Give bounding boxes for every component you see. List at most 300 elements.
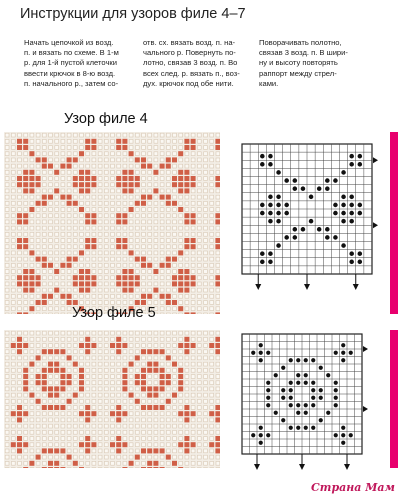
filled-block — [129, 250, 134, 255]
mesh-hole — [55, 214, 59, 218]
filled-block — [215, 244, 220, 249]
mesh-hole — [111, 437, 115, 441]
mesh-hole — [5, 393, 9, 397]
mesh-hole — [154, 251, 158, 255]
mesh-hole — [154, 301, 158, 305]
filled-block — [11, 442, 16, 447]
filled-block — [85, 349, 90, 354]
mesh-hole — [123, 257, 127, 261]
mesh-hole — [5, 412, 9, 416]
crochet-photo-image — [4, 330, 220, 468]
mesh-hole — [92, 437, 96, 441]
mesh-hole — [18, 430, 22, 434]
mesh-hole — [98, 331, 102, 335]
mesh-hole — [148, 282, 152, 286]
mesh-hole — [67, 430, 71, 434]
mesh-hole — [197, 387, 201, 391]
mesh-hole — [142, 437, 146, 441]
mesh-hole — [30, 337, 34, 341]
mesh-hole — [197, 276, 201, 280]
mesh-hole — [111, 461, 115, 465]
mesh-hole — [18, 208, 22, 212]
mesh-hole — [5, 406, 9, 410]
mesh-hole — [179, 362, 183, 366]
filled-block — [172, 176, 177, 181]
mesh-hole — [111, 368, 115, 372]
mesh-hole — [11, 232, 15, 236]
mesh-hole — [104, 220, 108, 224]
mesh-hole — [98, 139, 102, 143]
mesh-hole — [11, 294, 15, 298]
filled-block — [48, 448, 53, 453]
mesh-hole — [24, 201, 28, 205]
mesh-hole — [5, 424, 9, 428]
mesh-hole — [73, 220, 77, 224]
filled-block — [122, 244, 127, 249]
mesh-hole — [42, 146, 46, 150]
mesh-hole — [142, 226, 146, 230]
mesh-hole — [30, 214, 34, 218]
filled-cell-dot — [325, 235, 330, 240]
filled-block — [48, 164, 53, 169]
filled-block — [54, 405, 59, 410]
mesh-hole — [160, 189, 164, 193]
mesh-hole — [216, 368, 220, 372]
mesh-hole — [160, 232, 164, 236]
mesh-hole — [197, 331, 201, 335]
mesh-hole — [142, 337, 146, 341]
filled-block — [166, 294, 171, 299]
filled-block — [178, 411, 183, 416]
mesh-hole — [98, 226, 102, 230]
mesh-hole — [129, 220, 133, 224]
filled-cell-dot — [268, 219, 273, 224]
mesh-hole — [135, 393, 139, 397]
mesh-hole — [173, 356, 177, 360]
filled-cell-dot — [281, 418, 285, 422]
mesh-hole — [179, 201, 183, 205]
mesh-hole — [117, 270, 121, 274]
mesh-hole — [148, 226, 152, 230]
mesh-hole — [204, 183, 208, 187]
mesh-hole — [111, 356, 115, 360]
mesh-hole — [129, 232, 133, 236]
filled-block — [91, 244, 96, 249]
filled-block — [17, 448, 22, 453]
filled-block — [79, 442, 84, 447]
mesh-hole — [42, 356, 46, 360]
mesh-hole — [191, 307, 195, 311]
mesh-hole — [160, 393, 164, 397]
mesh-hole — [160, 239, 164, 243]
mesh-hole — [148, 201, 152, 205]
mesh-hole — [18, 164, 22, 168]
mesh-hole — [42, 331, 46, 335]
mesh-hole — [5, 331, 9, 335]
mesh-hole — [55, 437, 59, 441]
mesh-hole — [30, 158, 34, 162]
mesh-hole — [179, 226, 183, 230]
mesh-hole — [154, 412, 158, 416]
filled-block — [129, 188, 134, 193]
filled-block — [73, 461, 78, 466]
mesh-hole — [42, 177, 46, 181]
filled-block — [191, 219, 196, 224]
mesh-hole — [117, 208, 121, 212]
mesh-hole — [197, 393, 201, 397]
mesh-hole — [123, 406, 127, 410]
mesh-hole — [135, 164, 139, 168]
mesh-hole — [55, 220, 59, 224]
filled-cell-dot — [259, 343, 263, 347]
filled-block — [172, 201, 177, 206]
mesh-hole — [11, 337, 15, 341]
mesh-hole — [216, 195, 220, 199]
mesh-hole — [61, 177, 65, 181]
mesh-hole — [80, 146, 84, 150]
filled-block — [122, 170, 127, 175]
mesh-hole — [24, 393, 28, 397]
filled-block — [184, 275, 189, 280]
filled-block — [147, 461, 152, 466]
filled-block — [79, 151, 84, 156]
mesh-hole — [204, 387, 208, 391]
filled-block — [215, 145, 220, 150]
mesh-hole — [216, 356, 220, 360]
page-title: Инструкции для узоров филе 4–7 — [20, 6, 246, 22]
mesh-hole — [117, 288, 121, 292]
filled-block — [141, 157, 146, 162]
filled-block — [166, 455, 171, 460]
mesh-hole — [111, 183, 115, 187]
mesh-hole — [142, 362, 146, 366]
filled-block — [122, 411, 127, 416]
filled-block — [60, 380, 65, 385]
mesh-hole — [98, 449, 102, 453]
mesh-hole — [42, 232, 46, 236]
filled-block — [29, 281, 34, 286]
filled-block — [141, 448, 146, 453]
mesh-hole — [86, 294, 90, 298]
filled-cell-dot — [334, 351, 338, 355]
mesh-hole — [129, 350, 133, 354]
mesh-hole — [61, 170, 65, 174]
mesh-hole — [204, 412, 208, 416]
mesh-hole — [123, 455, 127, 459]
mesh-hole — [11, 455, 15, 459]
filled-block — [67, 399, 72, 404]
arrow-right-icon — [373, 222, 378, 228]
filled-block — [191, 442, 196, 447]
mesh-hole — [36, 195, 40, 199]
filled-cell-dot — [268, 162, 273, 167]
mesh-hole — [67, 368, 71, 372]
mesh-hole — [154, 337, 158, 341]
filled-cell-dot — [289, 403, 293, 407]
mesh-hole — [67, 214, 71, 218]
mesh-hole — [142, 356, 146, 360]
mesh-hole — [98, 418, 102, 422]
mesh-hole — [61, 301, 65, 305]
mesh-hole — [73, 331, 77, 335]
mesh-hole — [36, 368, 40, 372]
mesh-hole — [204, 220, 208, 224]
mesh-hole — [49, 331, 53, 335]
filled-cell-dot — [296, 411, 300, 415]
filled-cell-dot — [293, 186, 298, 191]
mesh-hole — [191, 170, 195, 174]
mesh-hole — [204, 399, 208, 403]
mesh-hole — [191, 362, 195, 366]
mesh-hole — [92, 251, 96, 255]
mesh-hole — [49, 337, 53, 341]
mesh-hole — [92, 331, 96, 335]
filled-cell-dot — [341, 219, 346, 224]
mesh-hole — [135, 152, 139, 156]
filled-cell-dot — [317, 227, 322, 232]
mesh-hole — [18, 294, 22, 298]
mesh-hole — [104, 362, 108, 366]
mesh-hole — [104, 214, 108, 218]
mesh-hole — [191, 164, 195, 168]
filled-cell-dot — [358, 154, 363, 159]
filled-block — [172, 257, 177, 262]
mesh-hole — [18, 270, 22, 274]
mesh-hole — [197, 443, 201, 447]
mesh-hole — [73, 350, 77, 354]
mesh-hole — [117, 461, 121, 465]
mesh-hole — [61, 257, 65, 261]
mesh-hole — [123, 331, 127, 335]
mesh-hole — [179, 455, 183, 459]
mesh-hole — [204, 146, 208, 150]
filled-block — [17, 219, 22, 224]
mesh-hole — [104, 424, 108, 428]
mesh-hole — [142, 152, 146, 156]
mesh-hole — [117, 301, 121, 305]
filled-block — [60, 349, 65, 354]
mesh-hole — [204, 424, 208, 428]
mesh-hole — [216, 158, 220, 162]
mesh-hole — [5, 133, 9, 137]
mesh-hole — [142, 430, 146, 434]
mesh-hole — [191, 133, 195, 137]
mesh-hole — [185, 232, 189, 236]
mesh-hole — [30, 239, 34, 243]
filled-block — [85, 281, 90, 286]
filled-block — [147, 362, 152, 367]
mesh-hole — [173, 152, 177, 156]
mesh-hole — [129, 455, 133, 459]
mesh-hole — [117, 201, 121, 205]
mesh-hole — [166, 170, 170, 174]
mesh-hole — [49, 455, 53, 459]
mesh-hole — [55, 158, 59, 162]
mesh-hole — [210, 183, 214, 187]
filled-cell-dot — [259, 441, 263, 445]
mesh-hole — [98, 282, 102, 286]
mesh-hole — [135, 251, 139, 255]
mesh-hole — [191, 387, 195, 391]
mesh-hole — [24, 226, 28, 230]
mesh-hole — [42, 214, 46, 218]
mesh-hole — [67, 146, 71, 150]
mesh-hole — [111, 424, 115, 428]
filled-block — [141, 195, 146, 200]
mesh-hole — [191, 331, 195, 335]
filled-block — [85, 405, 90, 410]
filled-cell-dot — [296, 373, 300, 377]
filled-block — [23, 374, 28, 379]
filled-block — [166, 164, 171, 169]
mesh-hole — [104, 195, 108, 199]
mesh-hole — [111, 201, 115, 205]
filled-block — [116, 281, 121, 286]
mesh-hole — [191, 381, 195, 385]
mesh-hole — [86, 399, 90, 403]
filled-block — [85, 188, 90, 193]
mesh-hole — [5, 362, 9, 366]
mesh-hole — [210, 399, 214, 403]
mesh-hole — [123, 449, 127, 453]
filled-cell-dot — [289, 381, 293, 385]
mesh-hole — [11, 146, 15, 150]
mesh-hole — [135, 220, 139, 224]
mesh-hole — [61, 183, 65, 187]
mesh-hole — [185, 375, 189, 379]
filled-block — [42, 263, 47, 268]
mesh-hole — [30, 226, 34, 230]
mesh-hole — [197, 381, 201, 385]
filled-cell-dot — [341, 170, 346, 175]
filled-block — [23, 188, 28, 193]
mesh-hole — [55, 424, 59, 428]
mesh-hole — [73, 195, 77, 199]
filled-block — [178, 269, 183, 274]
mesh-hole — [204, 350, 208, 354]
mesh-hole — [36, 214, 40, 218]
mesh-hole — [129, 412, 133, 416]
mesh-hole — [86, 362, 90, 366]
filled-block — [166, 355, 171, 360]
mesh-hole — [111, 152, 115, 156]
mesh-hole — [98, 208, 102, 212]
mesh-hole — [61, 276, 65, 280]
mesh-hole — [142, 239, 146, 243]
mesh-hole — [197, 201, 201, 205]
mesh-hole — [166, 437, 170, 441]
filled-block — [160, 380, 165, 385]
filled-block — [160, 374, 165, 379]
mesh-hole — [148, 424, 152, 428]
mesh-hole — [197, 418, 201, 422]
mesh-hole — [104, 381, 108, 385]
mesh-hole — [104, 164, 108, 168]
filled-block — [42, 368, 47, 373]
mesh-hole — [154, 245, 158, 249]
mesh-hole — [173, 424, 177, 428]
mesh-hole — [36, 362, 40, 366]
mesh-hole — [191, 418, 195, 422]
mesh-hole — [173, 344, 177, 348]
mesh-hole — [210, 455, 214, 459]
mesh-hole — [92, 263, 96, 267]
mesh-hole — [216, 232, 220, 236]
mesh-hole — [204, 164, 208, 168]
mesh-hole — [142, 461, 146, 465]
mesh-hole — [73, 368, 77, 372]
filled-block — [73, 281, 78, 286]
watermark: Страна Мам — [311, 481, 395, 494]
filled-block — [73, 393, 78, 398]
filled-cell-dot — [319, 388, 323, 392]
filled-block — [48, 393, 53, 398]
filled-block — [17, 275, 22, 280]
mesh-hole — [117, 152, 121, 156]
instruction-line: всех след. р. вязать п., воз- — [143, 68, 240, 78]
instruction-line: раппорт между стрел- — [259, 68, 337, 78]
mesh-hole — [197, 158, 201, 162]
mesh-hole — [98, 387, 102, 391]
filled-block — [184, 238, 189, 243]
mesh-hole — [173, 337, 177, 341]
mesh-hole — [117, 294, 121, 298]
mesh-hole — [204, 282, 208, 286]
mesh-hole — [210, 164, 214, 168]
mesh-hole — [197, 288, 201, 292]
mesh-hole — [148, 331, 152, 335]
mesh-hole — [123, 158, 127, 162]
filled-block — [48, 195, 53, 200]
mesh-hole — [36, 344, 40, 348]
mesh-hole — [98, 164, 102, 168]
filled-block — [23, 170, 28, 175]
mesh-hole — [173, 245, 177, 249]
mesh-hole — [173, 449, 177, 453]
filled-block — [85, 244, 90, 249]
filled-cell-dot — [349, 162, 354, 167]
mesh-hole — [49, 177, 53, 181]
mesh-hole — [160, 152, 164, 156]
filled-block — [215, 238, 220, 243]
mesh-hole — [42, 344, 46, 348]
mesh-hole — [61, 424, 65, 428]
mesh-hole — [216, 399, 220, 403]
mesh-hole — [61, 239, 65, 243]
mesh-hole — [30, 375, 34, 379]
mesh-hole — [179, 164, 183, 168]
mesh-hole — [104, 251, 108, 255]
mesh-hole — [55, 356, 59, 360]
mesh-hole — [49, 146, 53, 150]
mesh-hole — [166, 412, 170, 416]
mesh-hole — [104, 146, 108, 150]
filled-block — [29, 182, 34, 187]
mesh-hole — [210, 232, 214, 236]
filled-block — [184, 281, 189, 286]
mesh-hole — [154, 257, 158, 261]
filled-block — [11, 411, 16, 416]
mesh-hole — [191, 201, 195, 205]
filled-block — [184, 442, 189, 447]
mesh-hole — [117, 362, 121, 366]
mesh-hole — [154, 232, 158, 236]
mesh-hole — [5, 437, 9, 441]
filled-cell-dot — [268, 211, 273, 216]
mesh-hole — [61, 189, 65, 193]
filled-cell-dot — [341, 343, 345, 347]
mesh-hole — [49, 443, 53, 447]
